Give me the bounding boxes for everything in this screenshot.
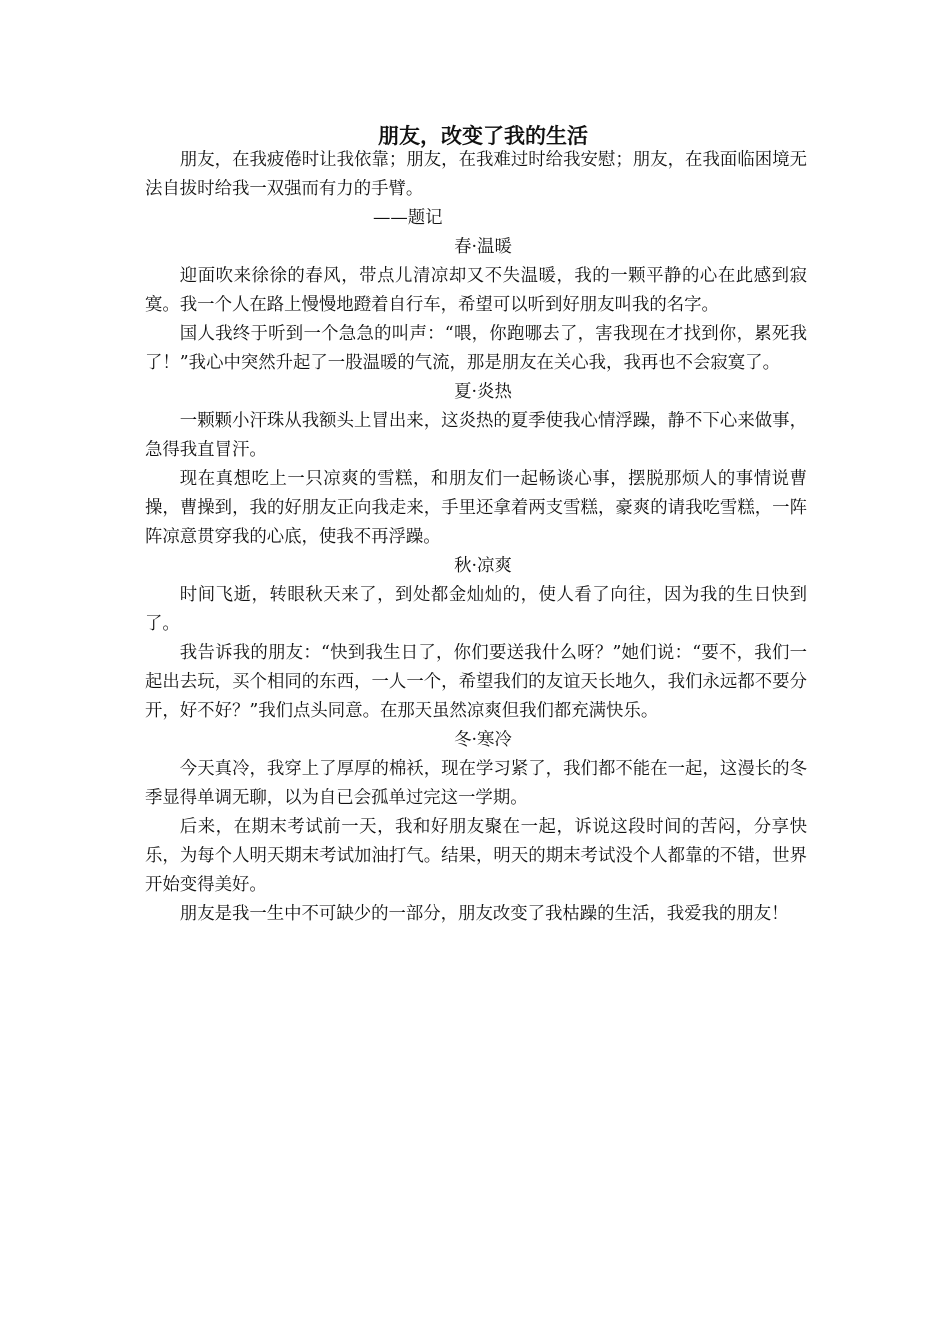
paragraph: 后来，在期末考试前一天，我和好朋友聚在一起，诉说这段时间的苦闷，分享快乐，为每个人明天期末考试加油打气。结果，明天的期末考试没个人都靠的不错，世界开始变得美好。 [145, 817, 807, 895]
paragraph: 今天真冷，我穿上了厚厚的棉袄，现在学习紧了，我们都不能在一起，这漫长的冬季显得单调无聊，以为自已会孤单过完这一学期。 [145, 759, 807, 808]
paragraph: 一颗颗小汗珠从我额头上冒出来，这炎热的夏季使我心情浮躁，静不下心来做事，急得我直冒汗。 [145, 411, 807, 460]
section-autumn [145, 552, 807, 726]
paragraph: 我告诉我的朋友：“快到我生日了，你们要送我什么呀？”她们说：“要不，我们一起出去玩，买个相同的东西，一人一个，希望我们的友谊天长地久，我们永远都不要分开，好不好？”我们点头同意。在那天虽然凉爽但我们都充满快乐。 [145, 643, 807, 721]
paragraph: 国人我终于听到一个急急的叫声：“喂，你跑哪去了，害我现在才找到你，累死我了！”我心中突然升起了一股温暖的气流，那是朋友在关心我，我再也不会寂寞了。 [145, 324, 807, 373]
section-winter [145, 726, 807, 929]
section-heading-summer: 夏·炎热 [454, 382, 512, 402]
section-summer [145, 378, 807, 552]
paragraph: 现在真想吃上一只凉爽的雪糕，和朋友们一起畅谈心事，摆脱那烦人的事情说曹操，曹操到，我的好朋友正向我走来，手里还拿着两支雪糕，豪爽的请我吃雪糕，一阵阵凉意贯穿我的心底，使我不再浮躁。 [145, 469, 807, 547]
section-heading-autumn: 秋·凉爽 [454, 556, 512, 576]
paragraph: 迎面吹来徐徐的春风，带点儿清凉却又不失温暖，我的一颗平静的心在此感到寂寞。我一个人在路上慢慢地蹬着自行车，希望可以听到好朋友叫我的名字。 [145, 266, 807, 315]
section-heading-spring: 春·温暖 [454, 237, 512, 257]
section-spring [145, 233, 807, 378]
paragraph: 时间飞逝，转眼秋天来了，到处都金灿灿的，使人看了向往，因为我的生日快到了。 [145, 585, 807, 634]
closing-paragraph: 朋友是我一生中不可缺少的一部分，朋友改变了我枯躁的生活，我爱我的朋友！ [179, 904, 789, 924]
epigraph-signature: ——题记 [373, 208, 443, 228]
document-body [145, 118, 807, 929]
document-title: 朋友，改变了我的生活 [378, 124, 588, 148]
epigraph: 朋友，在我疲倦时让我依靠；朋友，在我难过时给我安慰；朋友，在我面临困境无法自拔时给我一双强而有力的手臂。 [145, 150, 807, 199]
section-heading-winter: 冬·寒冷 [454, 730, 512, 750]
